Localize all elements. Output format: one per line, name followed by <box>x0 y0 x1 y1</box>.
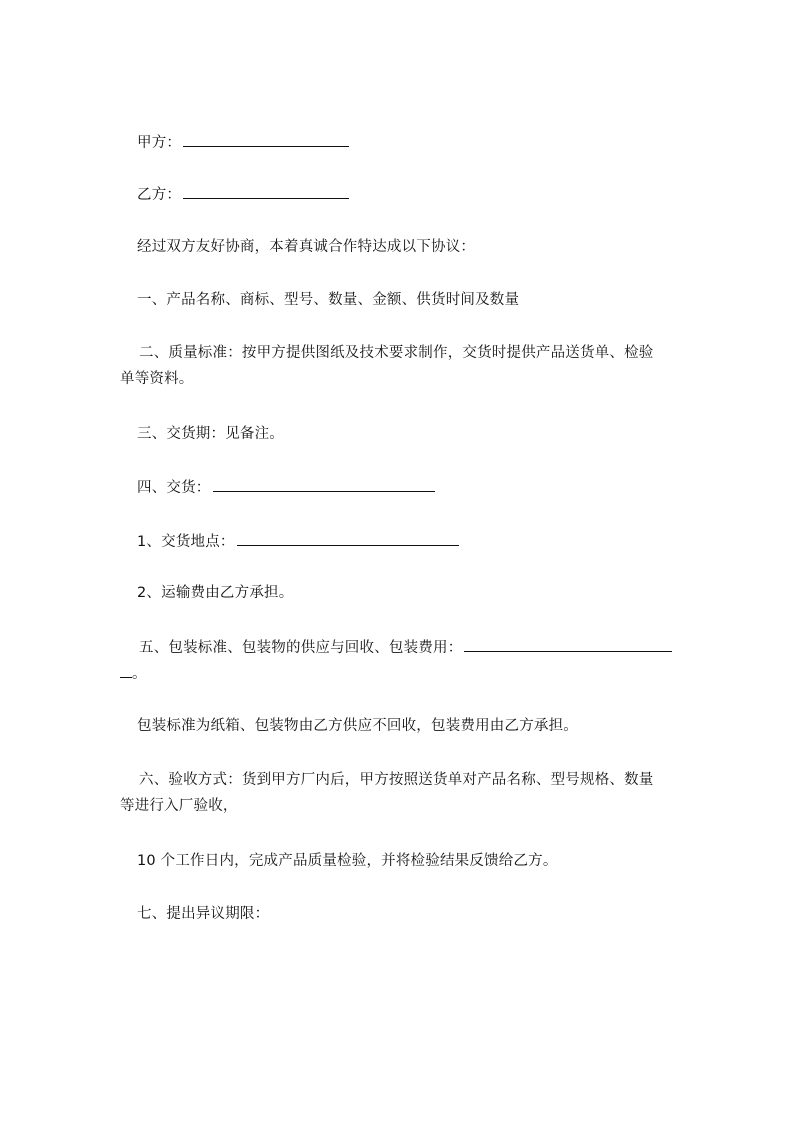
party-a-blank[interactable] <box>183 132 349 147</box>
section-6-line-2: 等进行入厂验收， <box>120 798 238 814</box>
section-1: 一、产品名称、商标、型号、数量、金额、供货时间及数量 <box>137 292 520 308</box>
packaging-fee-blank-cont[interactable] <box>120 663 132 678</box>
section-4-label: 四、交货： <box>137 480 211 496</box>
intro-text: 经过双方友好协商，本着真诚合作特达成以下协议： <box>137 239 476 255</box>
section-4-2: 2、运输费由乙方承担。 <box>137 585 294 601</box>
section-2-line-1: 二、质量标准：按甲方提供图纸及技术要求制作，交货时提供产品送货单、检验 <box>139 345 654 361</box>
delivery-blank[interactable] <box>213 477 435 492</box>
packaging-fee-blank[interactable] <box>464 637 672 652</box>
party-b-label: 乙方： <box>137 187 182 203</box>
section-5-period: 。 <box>132 666 147 682</box>
section-2-line-2: 单等资料。 <box>120 371 194 387</box>
delivery-place-blank[interactable] <box>237 531 459 546</box>
party-a-line <box>137 132 349 154</box>
section-6-line-1: 六、验收方式：货到甲方厂内后，甲方按照送货单对产品名称、型号规格、数量 <box>139 772 654 788</box>
party-b-line <box>137 184 349 206</box>
party-b-blank[interactable] <box>183 184 349 199</box>
section-5-note: 包装标准为纸箱、包装物由乙方供应不回收，包装费用由乙方承担。 <box>137 718 578 734</box>
section-5-label: 五、包装标准、包装物的供应与回收、包装费用： <box>139 640 463 656</box>
section-6-note: 10 个工作日内，完成产品质量检验，并将检验结果反馈给乙方。 <box>137 853 558 869</box>
delivery-place-label: 1、交货地点： <box>137 534 235 550</box>
section-5-line-1 <box>139 637 672 659</box>
section-3: 三、交货期：见备注。 <box>137 426 284 442</box>
section-4-1-line <box>137 531 459 553</box>
section-5-line-2 <box>120 663 147 685</box>
section-4-line <box>137 477 435 499</box>
party-a-label: 甲方： <box>137 135 182 151</box>
section-7: 七、提出异议期限： <box>137 906 270 922</box>
